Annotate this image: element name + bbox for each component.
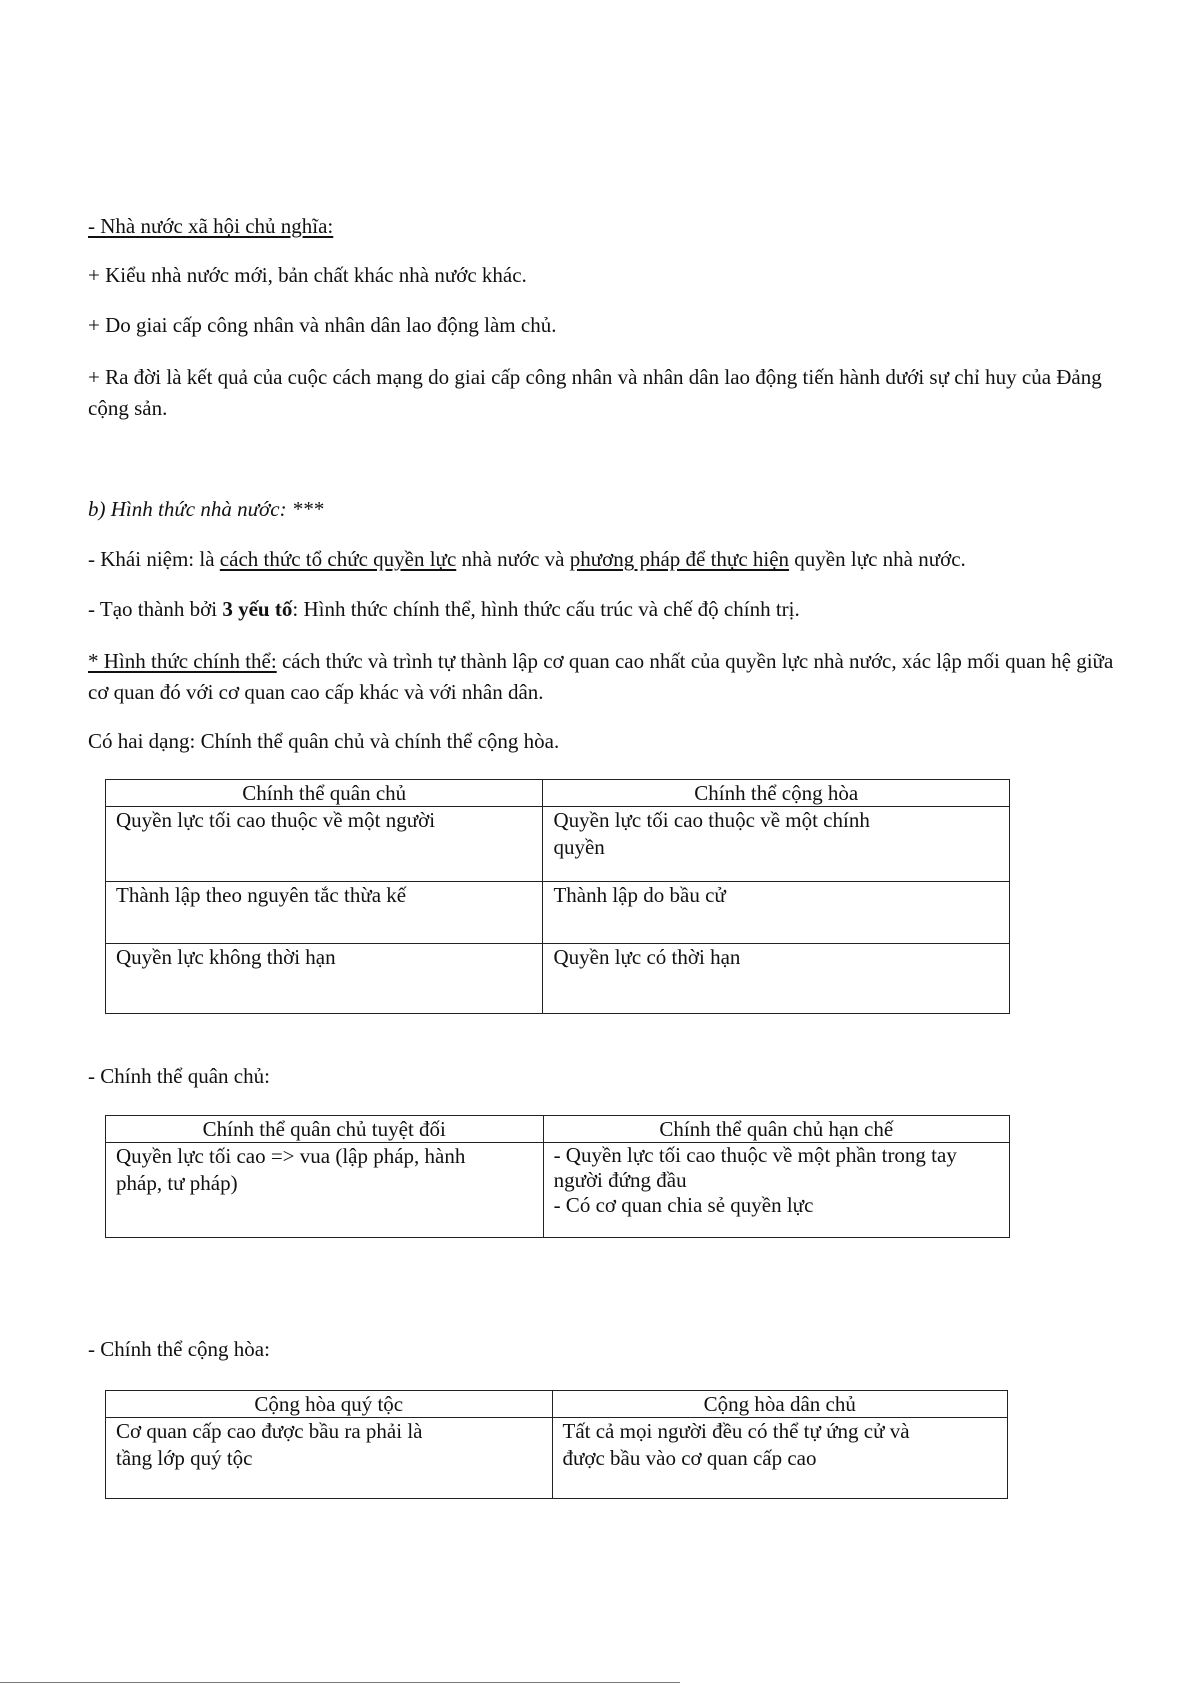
regime-label: * Hình thức chính thể: xyxy=(88,649,277,673)
regime-comparison-table xyxy=(105,779,1010,1014)
elements-paragraph xyxy=(88,594,800,625)
table-cell: Cơ quan cấp cao được bầu ra phải là tầng lớp quý tộc xyxy=(106,1418,553,1499)
table-header-cell: Chính thể quân chủ xyxy=(106,780,543,807)
table-cell-line: - Quyền lực tối cao thuộc về một phần trong tay người đứng đầu xyxy=(553,1143,957,1192)
concept-suffix: quyền lực nhà nước. xyxy=(789,547,966,571)
table-cell: Quyền lực tối cao thuộc về một chính quyền xyxy=(543,807,1010,882)
table-header-row xyxy=(106,780,1010,807)
state-form-heading: b) Hình thức nhà nước: *** xyxy=(88,497,324,521)
elements-count: 3 yếu tố xyxy=(222,597,293,621)
table-cell: Quyền lực không thời hạn xyxy=(106,944,543,1014)
socialist-state-point-1: + Kiểu nhà nước mới, bản chất khác nhà nước khác. xyxy=(88,263,527,287)
table-row xyxy=(106,882,1010,944)
table-header-cell: Chính thể cộng hòa xyxy=(543,780,1010,807)
page-bottom-divider xyxy=(0,1682,680,1683)
concept-term-method: phương pháp để thực hiện xyxy=(569,547,790,571)
table-cell: Thành lập theo nguyên tắc thừa kế xyxy=(106,882,543,944)
table-cell xyxy=(543,1143,1009,1238)
regime-paragraph xyxy=(88,646,1128,708)
concept-paragraph xyxy=(88,544,966,575)
socialist-state-point-3: + Ra đời là kết quả của cuộc cách mạng do giai cấp công nhân và nhân dân lao động tiến hành dưới sự chỉ huy của Đảng cộng sản. xyxy=(88,365,1102,420)
socialist-state-heading: - Nhà nước xã hội chủ nghĩa: xyxy=(88,214,334,238)
republic-heading: - Chính thể cộng hòa: xyxy=(88,1337,270,1361)
concept-prefix: - Khái niệm: là xyxy=(88,547,220,571)
elements-prefix: - Tạo thành bởi xyxy=(88,597,223,621)
table-row xyxy=(106,1418,1008,1499)
table-row xyxy=(106,1143,1010,1238)
table-header-row xyxy=(106,1391,1008,1418)
table-row xyxy=(106,944,1010,1014)
table-header-cell: Chính thể quân chủ tuyệt đối xyxy=(106,1116,544,1143)
regime-text: cách thức và trình tự thành lập cơ quan cao nhất của quyền lực nhà nước, xác lập mối quan hệ giữa cơ quan đó với cơ quan cao cấp khác và với nhân dân. xyxy=(88,649,1114,704)
table-header-cell: Chính thể quân chủ hạn chế xyxy=(543,1116,1009,1143)
table-cell: Quyền lực có thời hạn xyxy=(543,944,1010,1014)
two-types-line: Có hai dạng: Chính thể quân chủ và chính thể cộng hòa. xyxy=(88,729,560,753)
concept-middle: nhà nước và xyxy=(456,547,570,571)
socialist-state-point-2: + Do giai cấp công nhân và nhân dân lao động làm chủ. xyxy=(88,313,557,337)
table-header-cell: Cộng hòa dân chủ xyxy=(552,1391,1008,1418)
table-cell: Quyền lực tối cao => vua (lập pháp, hành pháp, tư pháp) xyxy=(106,1143,544,1238)
monarchy-heading: - Chính thể quân chủ: xyxy=(88,1064,270,1088)
republic-table xyxy=(105,1390,1008,1499)
table-cell: Tất cả mọi người đều có thể tự ứng cử và được bầu vào cơ quan cấp cao xyxy=(552,1418,1008,1499)
table-cell: Quyền lực tối cao thuộc về một người xyxy=(106,807,543,882)
concept-term-organization: cách thức tổ chức quyền lực xyxy=(219,547,457,571)
table-header-cell: Cộng hòa quý tộc xyxy=(106,1391,553,1418)
table-cell: Thành lập do bầu cử xyxy=(543,882,1010,944)
table-cell-line: - Có cơ quan chia sẻ quyền lực xyxy=(553,1193,814,1217)
table-row xyxy=(106,807,1010,882)
elements-suffix: : Hình thức chính thể, hình thức cấu trúc và chế độ chính trị. xyxy=(292,597,800,621)
table-header-row xyxy=(106,1116,1010,1143)
monarchy-table xyxy=(105,1115,1010,1238)
